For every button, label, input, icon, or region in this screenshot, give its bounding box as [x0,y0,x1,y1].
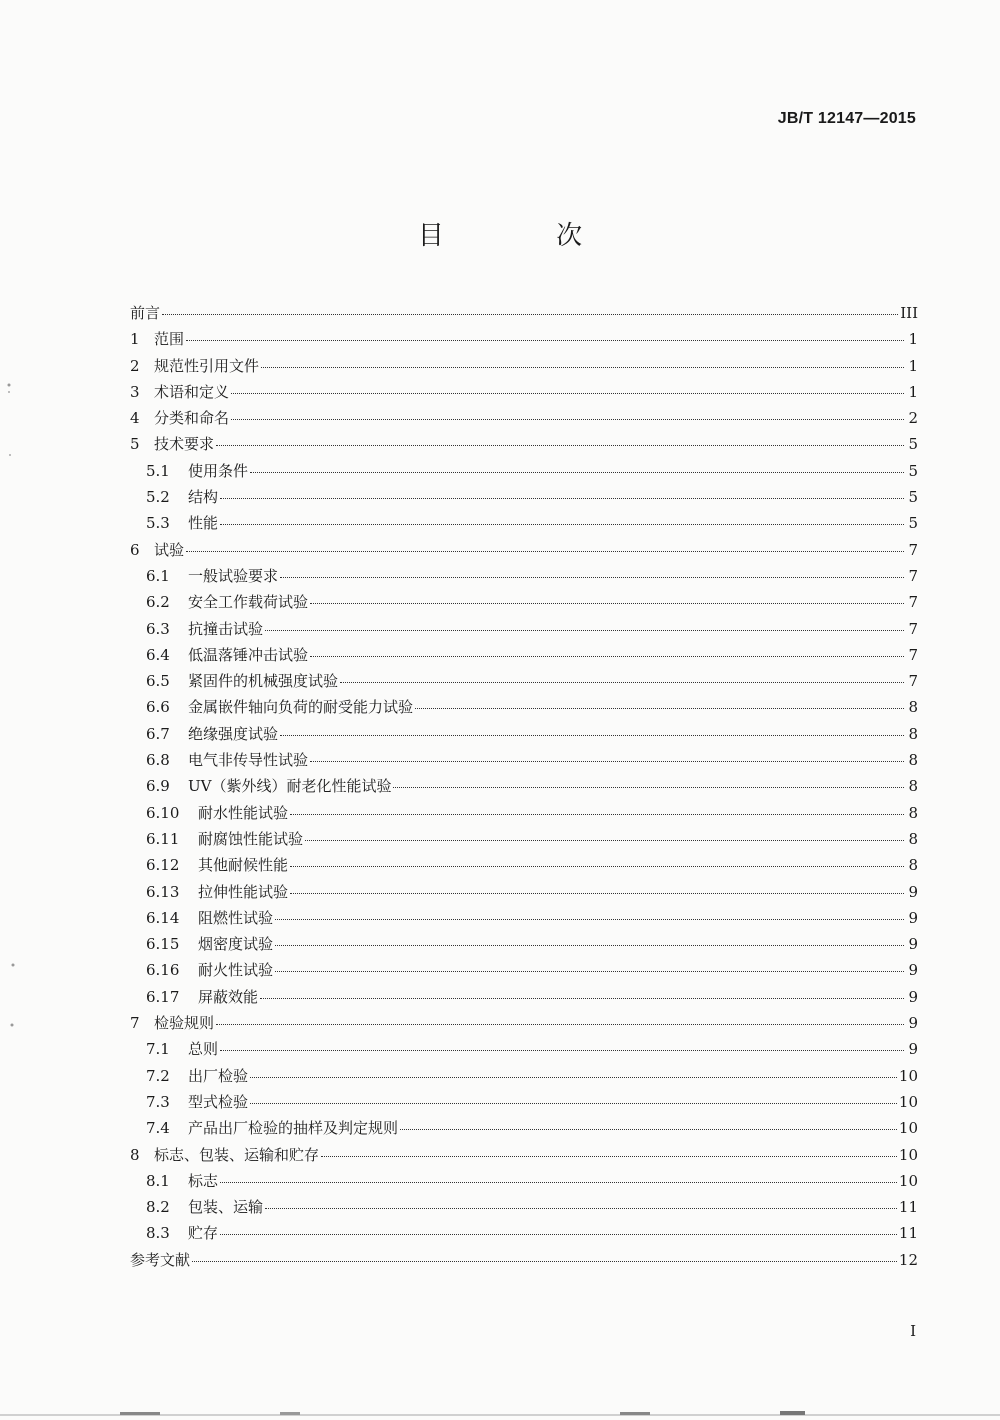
toc-entry-page: 7 [908,566,918,585]
toc-entry-number: 2 [130,356,140,375]
toc-entry-number: 6.2 [146,593,170,612]
toc-entry[interactable] [130,747,918,773]
toc-entry-title: 总则 [188,1040,219,1059]
dot-leader [250,1103,897,1104]
toc-entry-page: 8 [908,803,918,822]
toc-entry-title: 耐腐蚀性能试验 [198,829,304,848]
toc-entry-number: 8 [130,1145,140,1164]
toc-entry[interactable] [130,642,918,668]
toc-entry-title: 技术要求 [154,435,215,454]
dot-leader [231,393,904,394]
toc-entry[interactable] [130,1168,918,1194]
toc-entry[interactable] [130,668,918,694]
toc-entry-page: III [900,304,918,322]
dot-leader [275,971,904,972]
dot-leader [231,419,904,420]
toc-entry-page: 10 [898,1119,918,1138]
dot-leader [250,472,904,473]
standard-code: JB/T 12147—2015 [777,110,916,127]
toc-entry-page: 7 [908,540,918,559]
dot-leader [415,708,904,709]
toc-entry-number: 6.9 [146,777,170,796]
toc-entry-number: 6.3 [146,619,170,638]
toc-entry[interactable] [130,1063,918,1089]
toc-entry-number: 5.2 [146,488,170,507]
toc-entry-number: 8.1 [146,1171,170,1190]
toc-entry-title: 标志 [188,1171,219,1190]
toc-entry-title: 检验规则 [154,1014,215,1033]
dot-leader [310,761,904,762]
toc-entry[interactable] [130,694,918,720]
toc-entry-number: 6.13 [146,882,180,901]
toc-entry-title: 分类和命名 [154,409,230,428]
toc-entry-title: 性能 [188,514,219,533]
toc-entry-title: 试验 [154,540,185,559]
toc-entry-number: 7.1 [146,1040,170,1059]
dot-leader [275,945,904,946]
dot-leader [192,1261,897,1262]
toc-entry-page: 7 [908,619,918,638]
toc-entry-page: 8 [908,724,918,743]
toc-entry-title: 电气非传导性试验 [188,751,309,770]
toc-entry-page: 5 [908,514,918,533]
dot-leader [280,577,904,578]
dot-leader [216,1024,904,1025]
toc-entry-page: 8 [908,777,918,796]
toc-entry[interactable] [130,905,918,931]
toc-entry-page: 1 [908,330,918,349]
dot-leader [220,1050,904,1051]
toc-entry-number: 6.11 [146,829,180,848]
toc-entry-title: 产品出厂检验的抽样及判定规则 [188,1119,399,1138]
toc-entry-number: 7.3 [146,1092,170,1111]
dot-leader [393,787,904,788]
toc-entry-number: 6.5 [146,672,170,691]
toc-entry-number: 5.3 [146,514,170,533]
dot-leader [220,498,904,499]
toc-entry-title: 拉伸性能试验 [198,882,289,901]
toc-entry-page: 9 [908,961,918,980]
toc-entry-title: 一般试验要求 [188,566,279,585]
toc-entry-title: 结构 [188,488,219,507]
toc-title: 目 次 [417,221,635,251]
dot-leader [261,367,904,368]
toc-entry[interactable] [130,1115,918,1141]
toc-entry-page: 7 [908,593,918,612]
toc-entry-page: 7 [908,645,918,664]
dot-leader [275,919,904,920]
toc-entry[interactable] [130,563,918,589]
dot-leader [310,656,904,657]
toc-entry-page: 8 [908,856,918,875]
toc-entry-number: 6.4 [146,645,170,664]
toc-entry[interactable] [130,1036,918,1062]
toc-entry-number: 6.14 [146,908,180,927]
dot-leader [250,1077,897,1078]
toc-entry-page: 8 [908,829,918,848]
toc-entry-number: 6.1 [146,566,170,585]
toc-entry[interactable] [130,589,918,615]
toc-entry-page: 8 [908,698,918,717]
dot-leader [400,1129,897,1130]
toc-entry-number: 7.2 [146,1066,170,1085]
toc-entry-page: 7 [908,672,918,691]
toc-entry[interactable] [130,405,918,431]
toc-entry-page: 5 [908,435,918,454]
toc-entry[interactable] [130,879,918,905]
dot-leader [220,524,904,525]
dot-leader [162,314,898,315]
dot-leader [290,866,904,867]
toc-entry[interactable] [130,1220,918,1246]
toc-entry[interactable] [130,852,918,878]
toc-entry-page: 10 [898,1171,918,1190]
dot-leader [290,893,904,894]
toc-entry-number: 4 [130,409,140,428]
toc-entry-page: 9 [908,987,918,1006]
toc-entry-number: 1 [130,330,140,349]
table-of-contents [130,300,918,1273]
toc-entry-number: 6.16 [146,961,180,980]
toc-entry[interactable] [130,1194,918,1220]
toc-entry-number: 6.12 [146,856,180,875]
toc-entry[interactable] [130,431,918,457]
toc-entry-title: 术语和定义 [154,382,230,401]
toc-entry-title: 规范性引用文件 [154,356,260,375]
toc-entry-title: 贮存 [188,1224,219,1243]
toc-entry-number: 6.8 [146,751,170,770]
dot-leader [186,340,904,341]
toc-entry[interactable] [130,537,918,563]
dot-leader [280,735,904,736]
toc-entry-page: 1 [908,382,918,401]
toc-entry-title: 安全工作载荷试验 [188,593,309,612]
toc-entry-title: 其他耐候性能 [198,856,289,875]
toc-entry-number: 6.15 [146,935,180,954]
toc-entry-number: 6.6 [146,698,170,717]
toc-entry-title: 使用条件 [188,461,249,480]
dot-leader [265,630,904,631]
toc-entry-number: 8.2 [146,1198,170,1217]
toc-entry-number: 5.1 [146,461,170,480]
toc-entry-title: 参考文献 [130,1250,191,1269]
toc-entry[interactable] [130,1089,918,1115]
dot-leader [216,445,904,446]
toc-entry[interactable] [130,931,918,957]
dot-leader [220,1234,897,1235]
toc-entry-page: 9 [908,882,918,901]
dot-leader [305,840,904,841]
toc-entry-title: 耐火性试验 [198,961,274,980]
dot-leader [265,1208,897,1209]
toc-entry-page: 11 [898,1224,918,1243]
toc-entry-title: 出厂检验 [188,1066,249,1085]
toc-entry-number: 6.7 [146,724,170,743]
toc-entry[interactable] [130,379,918,405]
toc-entry-title: 烟密度试验 [198,935,274,954]
toc-entry[interactable] [130,1142,918,1168]
toc-entry-page: 8 [908,751,918,770]
toc-entry[interactable] [130,616,918,642]
toc-entry-title: 型式检验 [188,1092,249,1111]
toc-entry[interactable] [130,458,918,484]
toc-entry-title: 绝缘强度试验 [188,724,279,743]
toc-entry-page: 5 [908,461,918,480]
toc-entry-title: 标志、包装、运输和贮存 [154,1145,320,1164]
toc-entry-page: 12 [898,1250,918,1269]
toc-entry-number: 6.17 [146,987,180,1006]
toc-entry-title: 范围 [154,330,185,349]
dot-leader [220,1182,897,1183]
toc-entry-page: 2 [908,409,918,428]
dot-leader [321,1156,897,1157]
page-number: I [910,1322,916,1340]
toc-entry-number: 7.4 [146,1119,170,1138]
toc-entry-page: 9 [908,1014,918,1033]
toc-entry-page: 11 [898,1198,918,1217]
toc-entry[interactable] [130,957,918,983]
toc-entry-page: 5 [908,488,918,507]
toc-entry-title: 包装、运输 [188,1198,264,1217]
toc-entry-title: UV（紫外线）耐老化性能试验 [188,777,392,796]
toc-entry-number: 5 [130,435,140,454]
dot-leader [310,603,904,604]
toc-entry-page: 9 [908,935,918,954]
toc-entry[interactable] [130,484,918,510]
toc-entry-title: 抗撞击试验 [188,619,264,638]
toc-entry-title: 阻燃性试验 [198,908,274,927]
toc-entry-number: 3 [130,382,140,401]
toc-entry-number: 6 [130,540,140,559]
toc-entry-title: 紧固件的机械强度试验 [188,672,339,691]
toc-entry-page: 1 [908,356,918,375]
toc-entry-title: 金属嵌件轴向负荷的耐受能力试验 [188,698,414,717]
toc-entry-page: 9 [908,1040,918,1059]
toc-entry-number: 6.10 [146,803,180,822]
toc-entry[interactable] [130,326,918,352]
toc-entry[interactable] [130,826,918,852]
dot-leader [340,682,904,683]
dot-leader [186,551,904,552]
toc-entry[interactable] [130,721,918,747]
toc-entry[interactable] [130,800,918,826]
toc-entry-number: 8.3 [146,1224,170,1243]
toc-entry[interactable] [130,510,918,536]
toc-entry-page: 9 [908,908,918,927]
toc-entry-title: 屏蔽效能 [198,987,259,1006]
toc-entry-page: 10 [898,1092,918,1111]
dot-leader [290,814,904,815]
toc-entry-page: 10 [898,1066,918,1085]
dot-leader [260,998,904,999]
toc-entry[interactable] [130,773,918,799]
toc-entry[interactable] [130,300,918,326]
toc-entry[interactable] [130,353,918,379]
toc-entry-title: 耐水性能试验 [198,803,289,822]
toc-entry-page: 10 [898,1145,918,1164]
toc-entry[interactable] [130,984,918,1010]
toc-entry-number: 7 [130,1014,140,1033]
toc-entry[interactable] [130,1010,918,1036]
toc-entry-title: 前言 [130,304,161,322]
toc-entry-title: 低温落锤冲击试验 [188,645,309,664]
toc-entry[interactable] [130,1247,918,1273]
